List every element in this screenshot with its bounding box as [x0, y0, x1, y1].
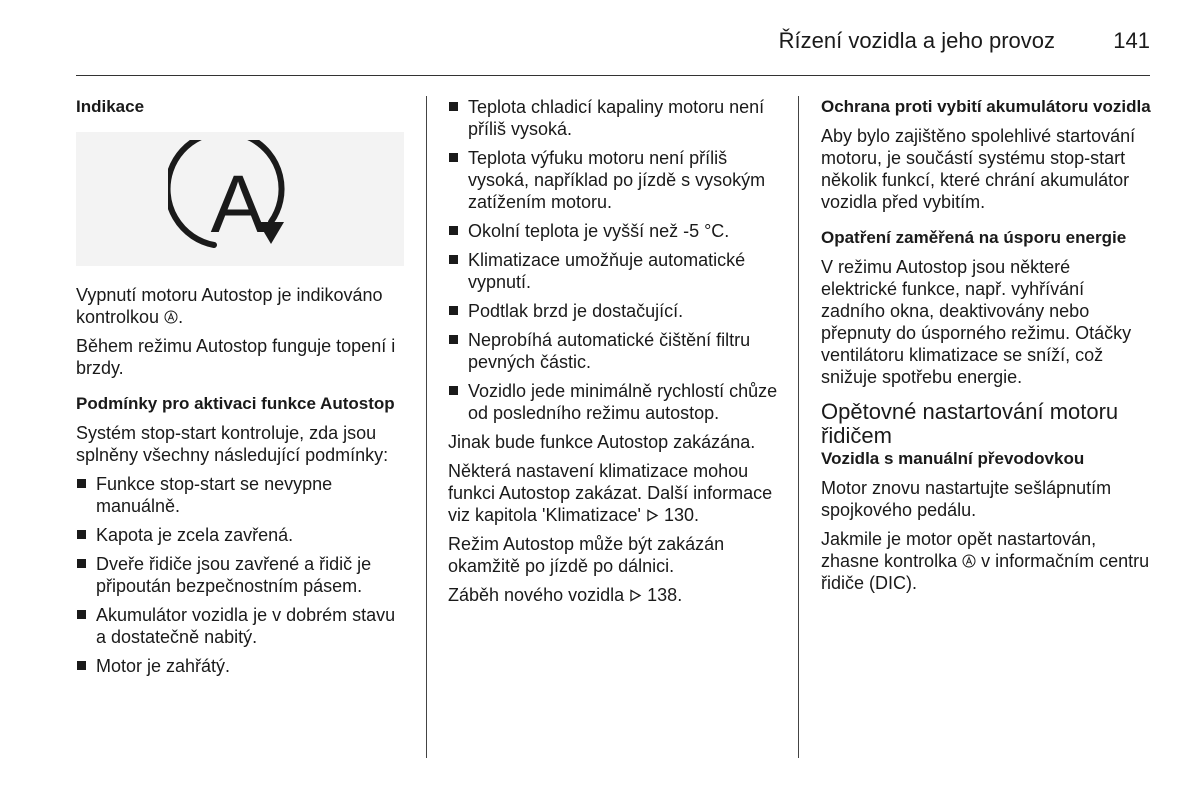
cross-reference-arrow-icon [629, 589, 642, 602]
paragraph-restarted-end: v informačním centru řidiče (DIC). [821, 551, 1150, 593]
cross-reference-climate[interactable]: 130. [663, 505, 700, 525]
bullet-item [76, 604, 408, 648]
bullet-text: Klimatizace umožňuje automatické vypnutí. [468, 250, 746, 292]
bullet-text: Dveře řidiče jsou zavřené a řidič je připoután bezpečnostním pásem. [96, 554, 372, 596]
bullet-square-icon [449, 306, 458, 315]
column-divider-1 [426, 96, 427, 758]
column-divider-2 [798, 96, 799, 758]
paragraph-battery: Aby bylo zajištěno spolehlivé startování motoru, je součástí systému stop-start několik funkcí, které chrání akumulátor vozidla před vybitím. [821, 126, 1136, 212]
bullet-square-icon [449, 102, 458, 111]
paragraph-break-in [448, 584, 784, 606]
paragraph-energy: V režimu Autostop jsou některé elektrické funkce, např. vyhřívání zadního okna, deaktivovány nebo přepnuty do úsporného režimu. Otáčky ventilátoru klimatizace se sníží, což snižuje spotřebu energie. [821, 257, 1132, 387]
section-heading-energy: Opatření zaměřená na úsporu energie [821, 228, 1127, 247]
paragraph-heating: Během režimu Autostop funguje topení i brzdy. [76, 336, 396, 378]
bullet-text: Teplota výfuku motoru není příliš vysoká, například po jízdě s vysokým zatížením motoru. [468, 148, 766, 212]
bullet-item [76, 473, 408, 517]
bullet-square-icon [449, 255, 458, 264]
autostop-inline-icon [962, 554, 976, 568]
bullet-square-icon [77, 610, 86, 619]
bullet-text: Teplota chladicí kapaliny motoru není příliš vysoká. [468, 97, 765, 139]
bullet-square-icon [449, 386, 458, 395]
column-1 [76, 96, 408, 684]
paragraph-climate-settings [448, 460, 784, 526]
bullet-item [448, 96, 784, 140]
paragraph-indication [76, 284, 408, 328]
paragraph-climate-text: Některá nastavení klimatizace mohou funkci Autostop zakázat. Další informace viz kapitola 'Klimatizace' [448, 461, 773, 525]
bullet-text: Funkce stop-start se nevypne manuálně. [96, 474, 333, 516]
autostop-letter: A [210, 159, 266, 250]
bullet-square-icon [77, 559, 86, 568]
bullet-square-icon [77, 530, 86, 539]
section-heading-battery: Ochrana proti vybití akumulátoru vozidla [821, 97, 1151, 116]
autostop-inline-icon [164, 310, 178, 324]
bullet-item [448, 300, 784, 322]
page-number: 141 [1113, 28, 1150, 53]
bullet-item [448, 147, 784, 213]
bullet-square-icon [449, 226, 458, 235]
section-heading-restart: Opětovné nastartování motoru řidičem [821, 399, 1119, 448]
bullet-text: Neprobíhá automatické čištění filtru pevných částic. [468, 330, 751, 372]
paragraph-restarted-text: Jakmile je motor opět nastartován, zhasne kontrolka [821, 529, 1097, 571]
bullet-item [448, 249, 784, 293]
paragraph-autostop-disabled: Jinak bude funkce Autostop zakázána. [448, 432, 756, 452]
bullet-square-icon [77, 479, 86, 488]
section-heading-conditions: Podmínky pro aktivaci funkce Autostop [76, 394, 395, 413]
cross-reference-break-in[interactable]: 138. [647, 585, 683, 605]
paragraph-indication-text: Vypnutí motoru Autostop je indikováno kontrolkou [76, 285, 383, 327]
paragraph-conditions-intro: Systém stop-start kontroluje, zda jsou splněny všechny následující podmínky: [76, 423, 389, 465]
bullet-text: Motor je zahřátý. [96, 656, 231, 676]
section-heading-manual: Vozidla s manuální převodovkou [821, 449, 1085, 468]
bullet-text: Podtlak brzd je dostačující. [468, 301, 684, 321]
bullet-item [76, 524, 408, 546]
paragraph-break-in-text: Záběh nového vozidla [448, 585, 625, 605]
bullet-item [76, 655, 408, 677]
header-rule [76, 75, 1150, 76]
bullet-item [76, 553, 408, 597]
column-2 [448, 96, 784, 613]
paragraph-indication-end: . [178, 307, 184, 327]
bullet-text: Vozidlo jede minimálně rychlostí chůze od posledního režimu autostop. [468, 381, 778, 423]
section-heading-indikace: Indikace [76, 97, 145, 116]
bullet-item [448, 220, 784, 242]
paragraph-highway: Režim Autostop může být zakázán okamžitě po jízdě po dálnici. [448, 534, 725, 576]
autostop-a-icon [168, 140, 308, 258]
paragraph-restarted [821, 528, 1151, 594]
bullet-text: Kapota je zcela zavřená. [96, 525, 294, 545]
paragraph-manual: Motor znovu nastartujte sešlápnutím spojkového pedálu. [821, 478, 1112, 520]
bullet-square-icon [449, 335, 458, 344]
bullet-item [448, 329, 784, 373]
bullet-text: Akumulátor vozidla je v dobrém stavu a dostatečně nabitý. [96, 605, 396, 647]
bullet-item [448, 380, 784, 424]
bullet-square-icon [77, 661, 86, 670]
bullet-square-icon [449, 153, 458, 162]
autostop-indicator-panel [76, 132, 404, 266]
cross-reference-arrow-icon [646, 509, 659, 522]
column-3 [821, 96, 1151, 601]
bullet-text: Okolní teplota je vyšší než -5 °C. [468, 221, 730, 241]
header-title: Řízení vozidla a jeho provoz [778, 28, 1055, 53]
